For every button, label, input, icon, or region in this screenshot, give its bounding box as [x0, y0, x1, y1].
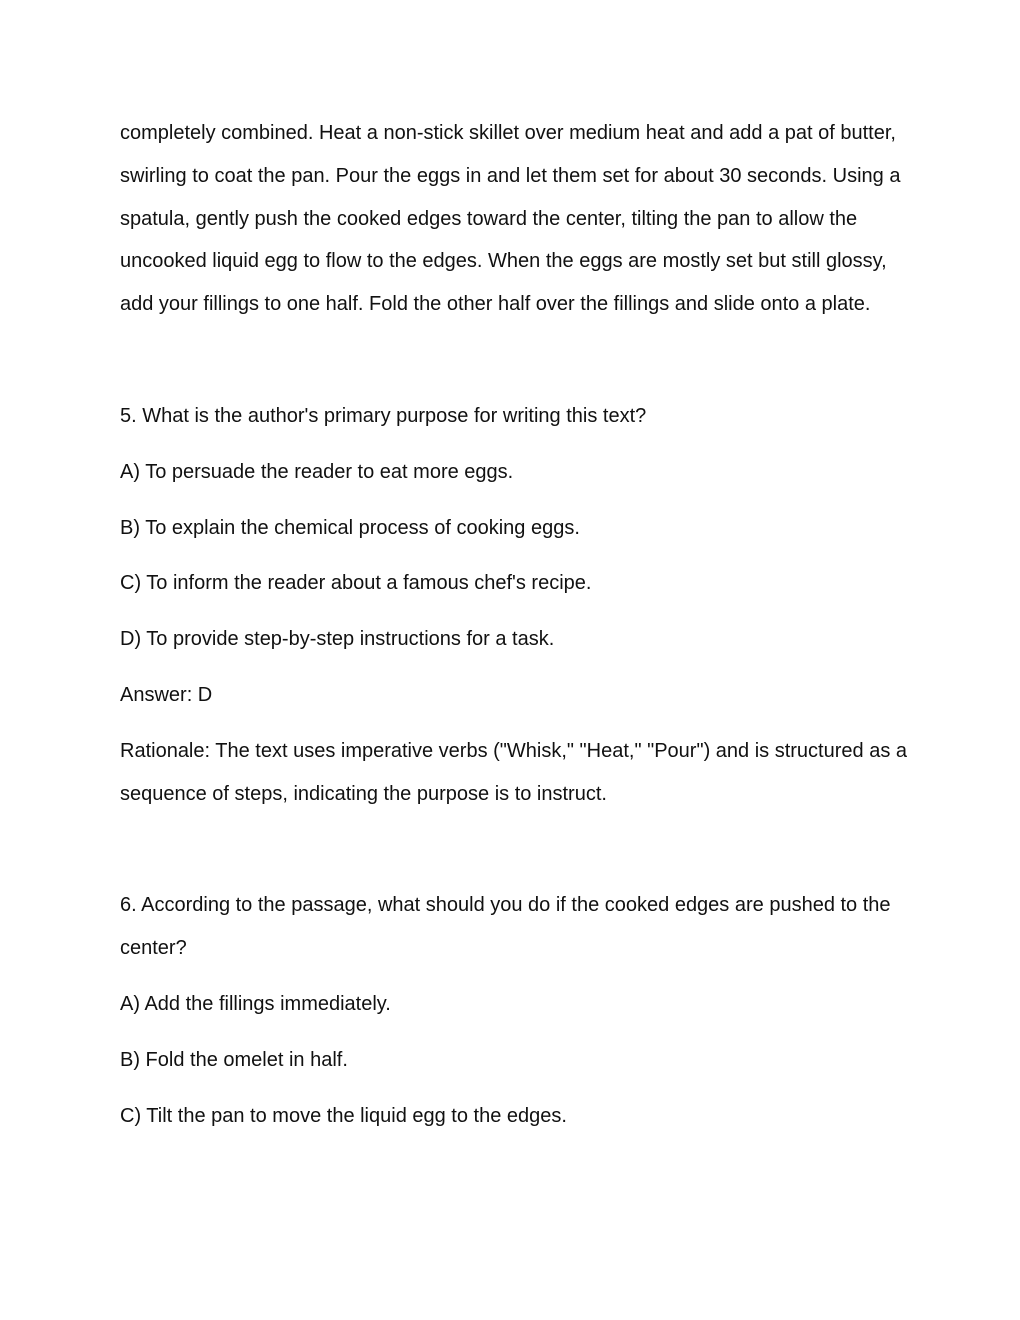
answer-line: Answer: D — [120, 683, 213, 706]
document-page — [120, 112, 910, 1137]
option-a: A) Add the fillings immediately. — [120, 992, 391, 1015]
question-stem: 5. What is the author's primary purpose for writing this text? — [120, 404, 647, 427]
option-b: B) To explain the chemical process of cooking eggs. — [120, 516, 580, 539]
question-6 — [120, 884, 910, 1137]
question-stem: 6. According to the passage, what should you do if the cooked edges are pushed to the center? — [120, 894, 891, 960]
option-b: B) Fold the omelet in half. — [120, 1048, 348, 1071]
passage-paragraph: completely combined. Heat a non-stick skillet over medium heat and add a pat of butter, swirling to coat the pan. Pour the eggs in and let them set for about 30 seconds. Using a spatula, gently push the cooked edges toward the center, tilting the pan to allow the uncooked liquid egg to flow to the edges. When the eggs are mostly set but still glossy, add your fillings to one half. Fold the other half over the fillings and slide onto a plate. — [120, 122, 901, 316]
rationale-paragraph: Rationale: The text uses imperative verbs ("Whisk," "Heat," "Pour") and is structured as a sequence of steps, indicating the purpose is to instruct. — [120, 739, 907, 805]
option-c: C) To inform the reader about a famous chef's recipe. — [120, 572, 592, 595]
option-d: D) To provide step-by-step instructions for a task. — [120, 628, 555, 651]
question-5 — [120, 395, 910, 815]
option-c: C) Tilt the pan to move the liquid egg to the edges. — [120, 1104, 567, 1127]
option-a: A) To persuade the reader to eat more eggs. — [120, 460, 514, 483]
